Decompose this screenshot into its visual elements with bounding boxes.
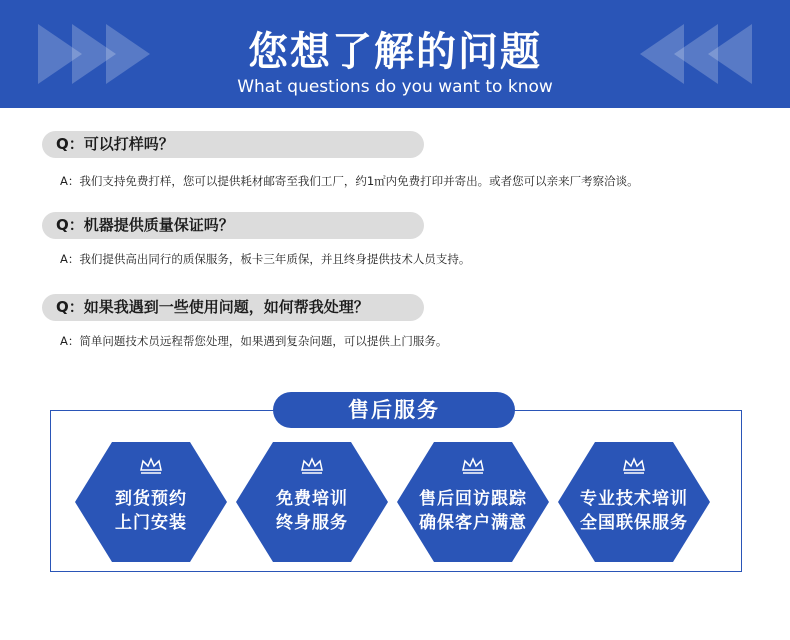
service-title: 售后服务 bbox=[273, 392, 515, 428]
service-3-line2: 确保客户满意 bbox=[419, 513, 527, 533]
faq-question-2: Q：机器提供质量保证吗？ bbox=[42, 212, 424, 239]
service-2-line2: 终身服务 bbox=[276, 513, 348, 533]
faq-question-1: Q：可以打样吗？ bbox=[42, 131, 424, 158]
crown-icon bbox=[461, 456, 485, 476]
faq-answer-2: A：我们提供高出同行的质保服务，板卡三年质保，并且终身提供技术人员支持。 bbox=[60, 252, 471, 266]
service-hex-4 bbox=[556, 440, 712, 564]
service-hex-3 bbox=[395, 440, 551, 564]
service-hex-1 bbox=[73, 440, 229, 564]
crown-icon bbox=[139, 456, 163, 476]
service-4-line2: 全国联保服务 bbox=[580, 513, 688, 533]
service-1-line1: 到货预约 bbox=[115, 489, 187, 509]
crown-icon bbox=[622, 456, 646, 476]
faq-answer-3: A：简单问题技术员远程帮您处理，如果遇到复杂问题，可以提供上门服务。 bbox=[60, 334, 448, 348]
crown-icon bbox=[300, 456, 324, 476]
service-4-line1: 专业技术培训 bbox=[580, 489, 688, 509]
faq-question-3: Q：如果我遇到一些使用问题，如何帮我处理？ bbox=[42, 294, 424, 321]
header-banner bbox=[0, 0, 790, 108]
service-3-line1: 售后回访跟踪 bbox=[419, 489, 527, 509]
page-subtitle: What questions do you want to know bbox=[237, 77, 553, 97]
service-hex-2 bbox=[234, 440, 390, 564]
faq-answer-1: A：我们支持免费打样，您可以提供耗材邮寄至我们工厂，约1㎡内免费打印并寄出。或者您可以亲来厂考察洽谈。 bbox=[60, 174, 639, 188]
service-2-line1: 免费培训 bbox=[276, 489, 348, 509]
page-title: 您想了解的问题 bbox=[248, 29, 542, 75]
service-1-line2: 上门安装 bbox=[115, 513, 187, 533]
